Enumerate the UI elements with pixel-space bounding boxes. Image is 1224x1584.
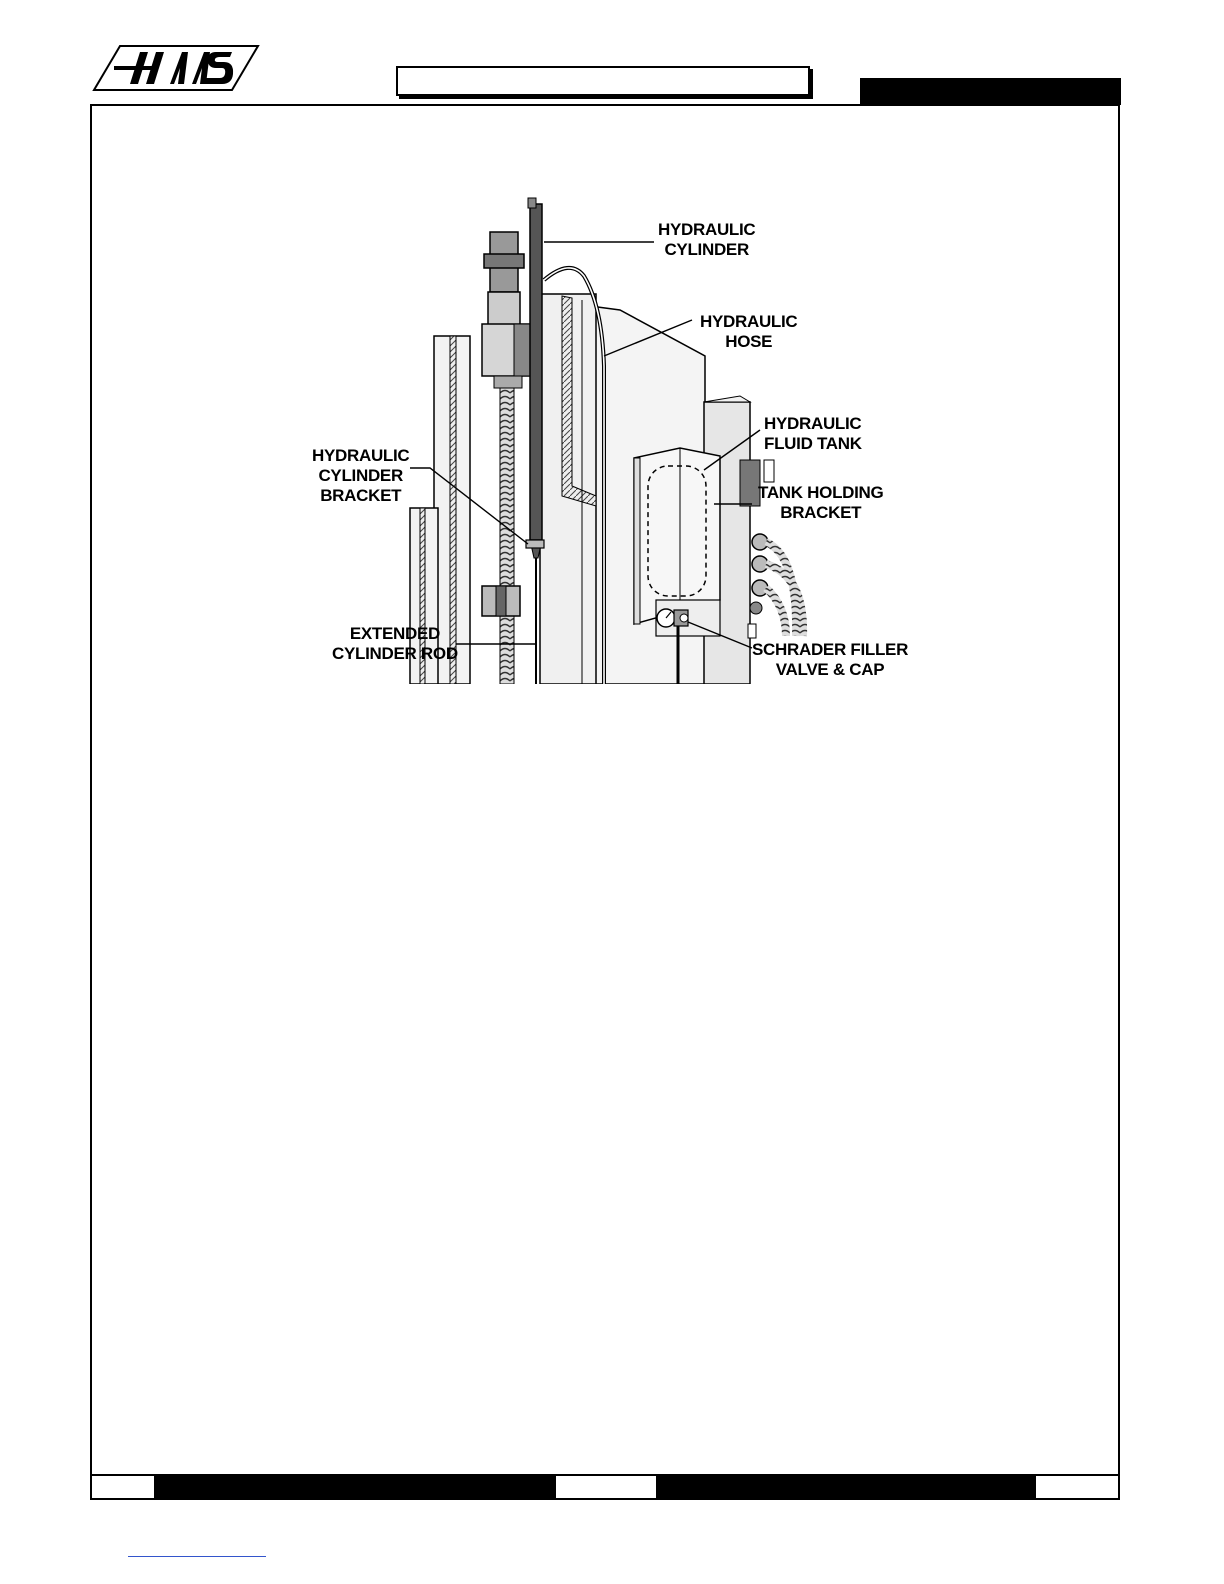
label-hydraulic-cylinder-bracket: HYDRAULIC CYLINDER BRACKET bbox=[312, 446, 410, 505]
air-fitting-1 bbox=[752, 534, 768, 550]
tank-holding-bracket bbox=[634, 448, 720, 624]
footer-bar-left bbox=[156, 1474, 554, 1500]
footer-bar-right bbox=[658, 1474, 1034, 1500]
footer-left-cell bbox=[90, 1474, 156, 1500]
hydraulic-cylinder-bracket bbox=[526, 540, 544, 548]
document-title-box bbox=[396, 66, 810, 96]
hydraulic-cylinder bbox=[530, 204, 542, 540]
label-extended-cylinder-rod: EXTENDED CYLINDER ROD bbox=[332, 624, 458, 663]
bottom-link-underline[interactable] bbox=[128, 1556, 266, 1557]
haas-logo bbox=[92, 44, 260, 92]
ballscrew-cover bbox=[500, 386, 514, 684]
section-tab bbox=[860, 78, 1121, 105]
label-hydraulic-hose: HYDRAULIC HOSE bbox=[700, 312, 798, 351]
footer-middle-cell bbox=[554, 1474, 658, 1500]
label-hydraulic-cylinder: HYDRAULIC CYLINDER bbox=[658, 220, 756, 259]
air-fitting-2 bbox=[752, 556, 768, 572]
label-hydraulic-fluid-tank: HYDRAULIC FLUID TANK bbox=[764, 414, 862, 453]
page-footer bbox=[90, 1474, 1120, 1500]
label-tank-holding-bracket: TANK HOLDING BRACKET bbox=[758, 483, 884, 522]
footer-right-cell bbox=[1034, 1474, 1120, 1500]
air-fitting-3 bbox=[752, 580, 768, 596]
label-schrader-filler-valve: SCHRADER FILLER VALVE & CAP bbox=[752, 640, 909, 679]
